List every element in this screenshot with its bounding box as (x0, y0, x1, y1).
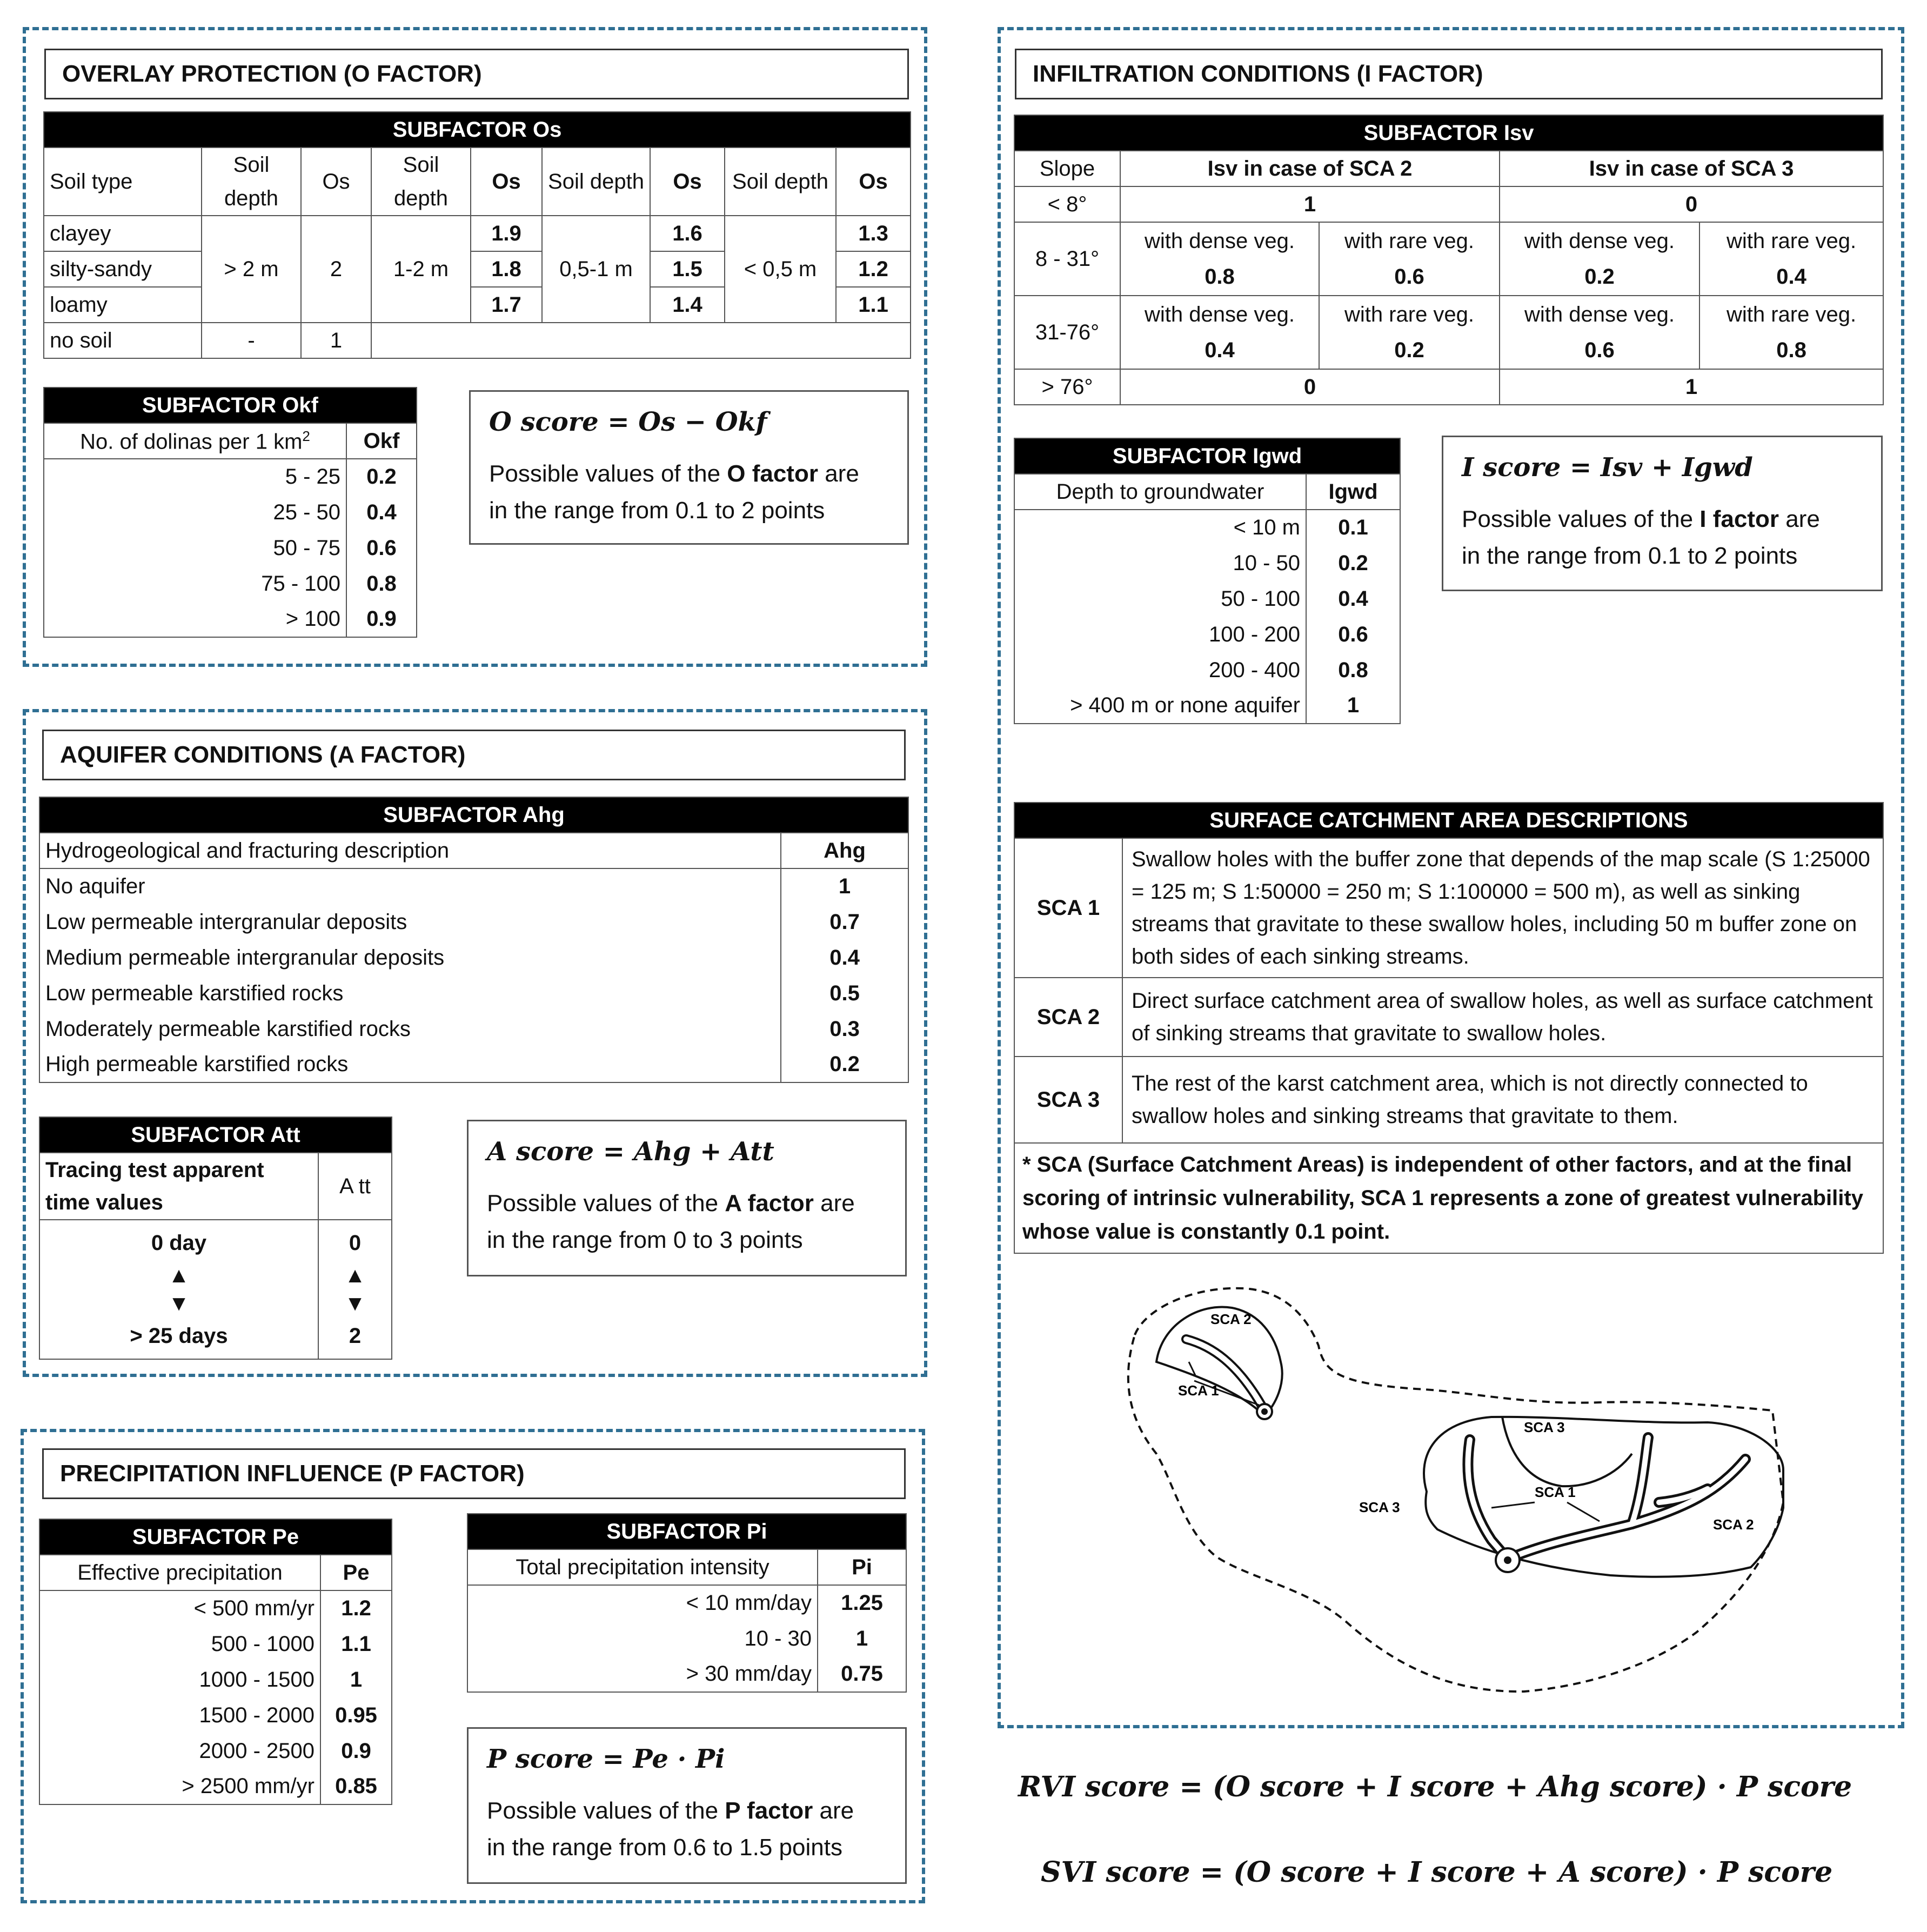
igwd-range: 50 - 100 (1014, 581, 1306, 617)
rvi-formula: RVI score = (O score + I score + Ahg score) · P score (1018, 1770, 1852, 1803)
isv-value: 0.2 (1394, 338, 1424, 362)
p-score-box (467, 1727, 907, 1884)
up-arrow-icon: ▲ (344, 1264, 366, 1287)
veg-label: with rare veg. (1344, 229, 1475, 253)
att-top-label: 0 day (151, 1231, 207, 1255)
a-score-pre: Possible values of the (487, 1190, 725, 1216)
veg-label: with rare veg. (1726, 303, 1857, 326)
igwd-value: 0.4 (1306, 581, 1400, 617)
pe-value: 1 (320, 1662, 392, 1697)
os-1-2-loamy: 1.7 (471, 287, 542, 323)
i-score-desc (1462, 501, 1863, 538)
sca-header: SURFACE CATCHMENT AREA DESCRIPTIONS (1014, 803, 1883, 838)
a-factor-title-text: AQUIFER CONDITIONS (A FACTOR) (60, 741, 466, 768)
okf-table (43, 387, 417, 638)
igwd-col2: Igwd (1306, 474, 1400, 510)
okf-range: 25 - 50 (44, 494, 346, 530)
veg-label: with dense veg. (1145, 303, 1295, 326)
pi-value: 0.75 (818, 1656, 906, 1692)
veg-label: with rare veg. (1726, 229, 1857, 253)
igwd-value: 0.1 (1306, 510, 1400, 545)
isv-col-sca2: Isv in case of SCA 2 (1120, 151, 1500, 186)
isv-slope-8-31: 8 - 31° (1014, 222, 1120, 296)
igwd-range: > 400 m or none aquifer (1014, 688, 1306, 724)
catchment-diagram (1113, 1275, 1794, 1702)
i-score-box (1442, 436, 1883, 591)
ahg-value: 0.3 (781, 1011, 908, 1047)
isv-value: 0.2 (1584, 265, 1615, 289)
isv-slope-31-76: 31-76° (1014, 296, 1120, 369)
okf-value: 0.8 (346, 566, 417, 601)
os-col-soil-type: Soil type (44, 148, 202, 216)
i-score-pre: Possible values of the (1462, 506, 1700, 532)
isv-lt8-sca2: 1 (1120, 186, 1500, 222)
isv-col-sca3: Isv in case of SCA 3 (1500, 151, 1883, 186)
okf-header: SUBFACTOR Okf (44, 387, 417, 423)
ahg-value: 0.5 (781, 975, 908, 1011)
os-col-depth-1: Soil depth (202, 148, 301, 216)
i-factor-title (1015, 49, 1883, 99)
ahg-desc: Low permeable karstified rocks (39, 975, 781, 1011)
o-score-desc (489, 456, 889, 492)
igwd-table (1014, 438, 1401, 724)
os-lt05-loamy: 1.1 (836, 287, 911, 323)
p-score-desc (487, 1793, 887, 1829)
isv-8-31-sca3-rare (1699, 222, 1883, 296)
isv-31-76-sca2-rare (1319, 296, 1500, 369)
os-1-2-silty: 1.8 (471, 251, 542, 287)
soil-clayey: clayey (44, 216, 202, 251)
pe-range: 2000 - 2500 (39, 1733, 320, 1769)
a-score-bold: A factor (725, 1190, 814, 1216)
down-arrow-icon: ▼ (344, 1292, 366, 1315)
ahg-header: SUBFACTOR Ahg (39, 797, 908, 833)
i-score-post: are (1778, 506, 1820, 532)
isv-31-76-sca3-rare (1699, 296, 1883, 369)
okf-range: 50 - 75 (44, 530, 346, 566)
igwd-range: 100 - 200 (1014, 617, 1306, 652)
att-top-val: 0 (349, 1231, 362, 1255)
o-score-bold: O factor (727, 460, 818, 487)
igwd-value: 0.2 (1306, 545, 1400, 581)
sca-text: Swallow holes with the buffer zone that depends of the map scale (S 1:25000 = 125 m; S 1:50000 = 250 m; S 1:100000 = 500 m), as well as sinking streams that gravitate to these swallow holes, including 50 m buffer zone on both sides of each sinking streams. (1122, 838, 1883, 978)
okf-col1-text: No. of dolinas per 1 km (80, 430, 303, 454)
pe-table (39, 1519, 392, 1805)
a-score-box (467, 1120, 907, 1276)
o-score-post: are (818, 460, 859, 487)
okf-col2: Okf (346, 423, 417, 459)
att-time-cell (39, 1220, 318, 1359)
i-score-bold: I factor (1699, 506, 1779, 532)
sca1-arrow-right-a (1491, 1502, 1535, 1508)
sca-text: Direct surface catchment area of swallow holes, as well as surface catchment of sinking streams that gravitate to swallow holes. (1122, 978, 1883, 1057)
pi-header: SUBFACTOR Pi (467, 1514, 906, 1549)
pi-range: 10 - 30 (467, 1621, 818, 1656)
att-header: SUBFACTOR Att (39, 1117, 392, 1153)
igwd-range: < 10 m (1014, 510, 1306, 545)
a-score-formula: A score = Ahg + Att (487, 1137, 774, 1167)
okf-range: 75 - 100 (44, 566, 346, 601)
os-lt05-clayey: 1.3 (836, 216, 911, 251)
o-score-box (469, 390, 909, 545)
isv-value: 0.4 (1205, 338, 1235, 362)
sca-note: * SCA (Surface Catchment Areas) is independent of other factors, and at the final scoring of intrinsic vulnerability, SCA 1 represents a zone of greatest vulnerability whose value is constantly 0.1 point. (1014, 1143, 1883, 1253)
pe-value: 1.1 (320, 1626, 392, 1662)
soil-silty-sandy: silty-sandy (44, 251, 202, 287)
p-score-pre: Possible values of the (487, 1797, 725, 1824)
pe-range: < 500 mm/yr (39, 1590, 320, 1626)
pi-col2: Pi (818, 1549, 906, 1585)
okf-value: 0.4 (346, 494, 417, 530)
os-gt2: 2 (301, 216, 371, 323)
os-table (43, 111, 911, 359)
ahg-value: 1 (781, 868, 908, 904)
p-factor-title-text: PRECIPITATION INFLUENCE (P FACTOR) (60, 1460, 525, 1487)
os-col-depth-4: Soil depth (725, 148, 836, 216)
att-col2: A tt (318, 1153, 392, 1220)
os-col-os-1: Os (301, 148, 371, 216)
ahg-col1: Hydrogeological and fracturing description (39, 833, 781, 868)
down-arrow-icon: ▼ (168, 1292, 190, 1315)
o-score-pre: Possible values of the (489, 460, 727, 487)
igwd-range: 200 - 400 (1014, 652, 1306, 688)
isv-value: 0.4 (1776, 265, 1806, 289)
a-score-desc (487, 1185, 887, 1222)
nosoil-empty (371, 323, 911, 358)
isv-table (1014, 115, 1884, 405)
veg-label: with dense veg. (1524, 303, 1675, 326)
igwd-col1: Depth to groundwater (1014, 474, 1306, 510)
a-score-post: are (813, 1190, 855, 1216)
att-value-cell (318, 1220, 392, 1359)
i-score-formula: I score = Isv + Igwd (1462, 452, 1753, 483)
a-factor-title (42, 730, 906, 780)
sca2-right-boundary (1424, 1417, 1783, 1577)
os-col-depth-3: Soil depth (542, 148, 650, 216)
pe-value: 0.85 (320, 1769, 392, 1804)
diagram-sca2-a: SCA 2 (1210, 1311, 1252, 1327)
a-score-line2: in the range from 0 to 3 points (487, 1227, 803, 1253)
p-score-post: are (813, 1797, 854, 1824)
pe-col2: Pe (320, 1555, 392, 1590)
veg-label: with dense veg. (1524, 229, 1675, 253)
isv-col-slope: Slope (1014, 151, 1120, 186)
isv-8-31-sca2-rare (1319, 222, 1500, 296)
pe-value: 1.2 (320, 1590, 392, 1626)
nosoil-os: 1 (301, 323, 371, 358)
p-factor-title (42, 1448, 906, 1499)
pi-value: 1.25 (818, 1585, 906, 1621)
igwd-header: SUBFACTOR Igwd (1014, 438, 1400, 474)
pi-range: > 30 mm/day (467, 1656, 818, 1692)
pe-col1: Effective precipitation (39, 1555, 320, 1590)
diagram-sca3-b: SCA 3 (1524, 1419, 1565, 1435)
os-05-1-silty: 1.5 (650, 251, 725, 287)
isv-value: 0.6 (1584, 338, 1615, 362)
i-factor-title-text: INFILTRATION CONDITIONS (I FACTOR) (1033, 61, 1483, 87)
sca1-arrow-right-b (1567, 1502, 1600, 1521)
depth-05-1: 0,5-1 m (542, 216, 650, 323)
sca-text: The rest of the karst catchment area, which is not directly connected to swallow holes and sinking streams that gravitate to them. (1122, 1057, 1883, 1143)
os-col-os-3: Os (650, 148, 725, 216)
att-bottom-label: > 25 days (130, 1324, 228, 1348)
sca-table (1014, 802, 1884, 1254)
depth-gt2: > 2 m (202, 216, 301, 323)
igwd-value: 1 (1306, 688, 1400, 724)
isv-header: SUBFACTOR Isv (1014, 115, 1883, 151)
diagram-sca2-b: SCA 2 (1713, 1516, 1754, 1533)
p-score-bold: P factor (725, 1797, 813, 1824)
pi-value: 1 (818, 1621, 906, 1656)
isv-lt8-sca3: 0 (1500, 186, 1883, 222)
pe-value: 0.9 (320, 1733, 392, 1769)
o-factor-title-text: OVERLAY PROTECTION (O FACTOR) (62, 61, 482, 87)
isv-slope-lt8: < 8° (1014, 186, 1120, 222)
okf-col1 (44, 423, 346, 459)
ahg-value: 0.2 (781, 1047, 908, 1082)
o-score-formula: O score = Os − Okf (489, 407, 767, 437)
right-stream-network (1468, 1438, 1745, 1559)
isv-8-31-sca3-dense (1500, 222, 1699, 296)
soil-none: no soil (44, 323, 202, 358)
igwd-range: 10 - 50 (1014, 545, 1306, 581)
os-col-os-4: Os (836, 148, 911, 216)
pi-range: < 10 mm/day (467, 1585, 818, 1621)
veg-label: with dense veg. (1145, 229, 1295, 253)
p-score-formula: P score = Pe · Pi (487, 1744, 725, 1774)
isv-8-31-sca2-dense (1120, 222, 1319, 296)
pe-header: SUBFACTOR Pe (39, 1519, 392, 1555)
okf-col1-sup: 2 (302, 427, 310, 444)
igwd-value: 0.6 (1306, 617, 1400, 652)
sca-label: SCA 2 (1014, 978, 1122, 1057)
ahg-table (39, 797, 909, 1083)
pe-value: 0.95 (320, 1697, 392, 1733)
diagram-sca1-b: SCA 1 (1535, 1484, 1576, 1500)
isv-gt76-sca2: 0 (1120, 369, 1500, 405)
left-stream (1186, 1339, 1264, 1410)
diagram-sca3-a: SCA 3 (1359, 1499, 1400, 1515)
o-factor-title (44, 49, 909, 99)
p-score-line2: in the range from 0.6 to 1.5 points (487, 1834, 842, 1861)
okf-range: 5 - 25 (44, 459, 346, 494)
isv-value: 0.6 (1394, 265, 1424, 289)
soil-loamy: loamy (44, 287, 202, 323)
isv-value: 0.8 (1776, 338, 1806, 362)
depth-lt05: < 0,5 m (725, 216, 836, 323)
nosoil-depth: - (202, 323, 301, 358)
att-table (39, 1117, 392, 1360)
sca-label: SCA 1 (1014, 838, 1122, 978)
up-arrow-icon: ▲ (168, 1264, 190, 1287)
okf-value: 0.6 (346, 530, 417, 566)
okf-value: 0.9 (346, 601, 417, 637)
pe-range: 1000 - 1500 (39, 1662, 320, 1697)
os-header: SUBFACTOR Os (44, 112, 911, 148)
ahg-col2: Ahg (781, 833, 908, 868)
isv-slope-gt76: > 76° (1014, 369, 1120, 405)
ahg-value: 0.4 (781, 940, 908, 975)
pe-range: 500 - 1000 (39, 1626, 320, 1662)
os-05-1-loamy: 1.4 (650, 287, 725, 323)
isv-value: 0.8 (1205, 265, 1235, 289)
sca-label: SCA 3 (1014, 1057, 1122, 1143)
depth-1-2: 1-2 m (371, 216, 471, 323)
ahg-desc: Low permeable intergranular deposits (39, 904, 781, 940)
att-bottom-val: 2 (349, 1324, 362, 1348)
svi-formula: SVI score = (O score + I score + A score) · P score (1041, 1856, 1833, 1889)
ahg-desc: Moderately permeable karstified rocks (39, 1011, 781, 1047)
o-score-line2: in the range from 0.1 to 2 points (489, 497, 825, 524)
att-col1: Tracing test apparent time values (39, 1153, 318, 1220)
pe-range: > 2500 mm/yr (39, 1769, 320, 1804)
os-lt05-silty: 1.2 (836, 251, 911, 287)
pe-range: 1500 - 2000 (39, 1697, 320, 1733)
pi-col1: Total precipitation intensity (467, 1549, 818, 1585)
igwd-value: 0.8 (1306, 652, 1400, 688)
okf-value: 0.2 (346, 459, 417, 494)
os-05-1-clayey: 1.6 (650, 216, 725, 251)
veg-label: with rare veg. (1344, 303, 1475, 326)
ahg-desc: Medium permeable intergranular deposits (39, 940, 781, 975)
okf-range: > 100 (44, 601, 346, 637)
os-col-os-2: Os (471, 148, 542, 216)
isv-31-76-sca2-dense (1120, 296, 1319, 369)
sca3-inner-boundary (1502, 1417, 1632, 1486)
isv-31-76-sca3-dense (1500, 296, 1699, 369)
ahg-desc: No aquifer (39, 868, 781, 904)
os-col-depth-2: Soil depth (371, 148, 471, 216)
i-score-line2: in the range from 0.1 to 2 points (1462, 543, 1798, 569)
ahg-value: 0.7 (781, 904, 908, 940)
pi-table (467, 1513, 907, 1693)
diagram-sca1-a: SCA 1 (1178, 1382, 1219, 1399)
ahg-desc: High permeable karstified rocks (39, 1047, 781, 1082)
isv-gt76-sca3: 1 (1500, 369, 1883, 405)
os-1-2-clayey: 1.9 (471, 216, 542, 251)
catchment-boundary (1128, 1288, 1783, 1692)
